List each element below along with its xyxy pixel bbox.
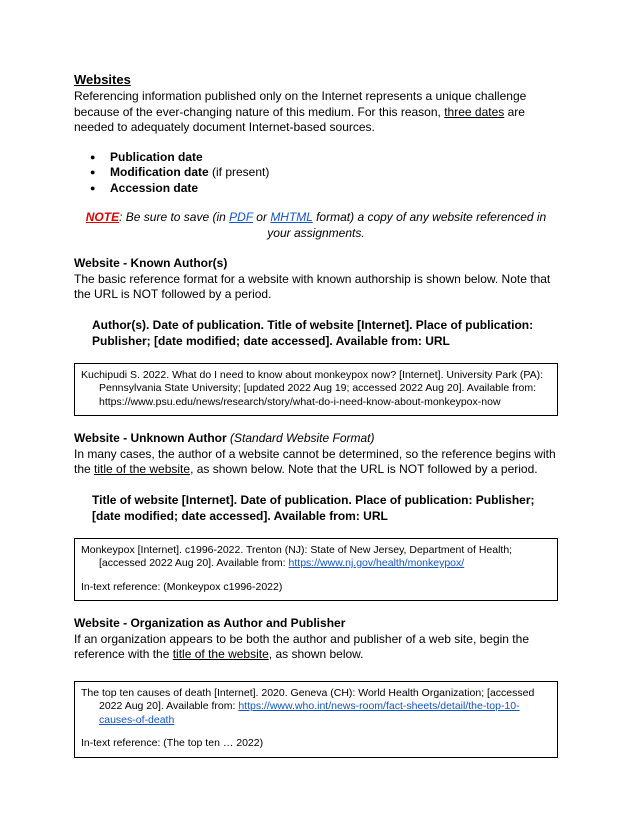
unknown-author-description: In many cases, the author of a website cannot be determined, so the reference begins with the title of the website, as shown below. Note that the URL is NOT followed by a period. — [74, 446, 556, 476]
unknown-author-example-box — [74, 538, 558, 602]
unknown-author-heading: Website - Unknown Author (Standard Website Format) — [74, 431, 375, 445]
list-item: ● Publication date — [110, 150, 558, 166]
who-link[interactable]: https://www.who.int/news-room/fact-sheets/detail/the-top-10-causes-of-death — [99, 700, 520, 726]
known-author-example: Kuchipudi S. 2022. What do I need to know about monkeypox now? [Internet]. University Park (PA): Pennsylvania State University; [updated 2022 Aug 19; accessed 2022 Aug 20]. Available from: https://www.psu.edu/news/research/story/what-do-i-need-know-about-monkeypox-now — [81, 368, 544, 408]
unknown-author-intext: In-text reference: (Monkeypox c1996-2022) — [81, 580, 283, 593]
unknown-author-example: Monkeypox [Internet]. c1996-2022. Trenton (NJ): State of New Jersey, Department of Health; [accessed 2022 Aug 20]. Available from: https://www.nj.gov/health/monkeypox/ — [81, 543, 513, 569]
nj-health-link[interactable]: https://www.nj.gov/health/monkeypox/ — [288, 557, 465, 569]
known-author-format: Author(s). Date of publication. Title of website [Internet]. Place of publication: Publisher; [date modified; date accessed]. Available from: URL — [92, 317, 534, 348]
organization-example: The top ten causes of death [Internet]. 2020. Geneva (CH): World Health Organization; [accessed 2022 Aug 20]. Available from: https://www.who.int/news-room/fact-sheets/detail/the-top-10-causes-of-death — [81, 686, 535, 726]
organization-heading: Website - Organization as Author and Publisher — [74, 616, 346, 630]
list-item: ● Accession date — [110, 181, 558, 197]
date-list — [74, 150, 558, 197]
document-page — [74, 72, 558, 758]
known-author-description: The basic reference format for a website with known authorship is shown below. Note that the URL is NOT followed by a period. — [74, 271, 551, 301]
organization-example-box — [74, 681, 558, 758]
known-author-heading: Website - Known Author(s) — [74, 256, 228, 270]
unknown-author-format: Title of website [Internet]. Date of publication. Place of publication: Publisher; [date modified; date accessed]. Available from: URL — [92, 492, 535, 523]
organization-description: If an organization appears to be both the author and publisher of a web site, begin the reference with the title of the website, as shown below. — [74, 631, 529, 661]
websites-intro: Referencing information published only on the Internet represents a unique challenge because of the ever-changing nature of this medium. For this reason, three dates are needed to adequately document Internet-based sources. — [74, 89, 527, 134]
save-note: NOTE: Be sure to save (in PDF or MHTML format) a copy of any website referenced in your assignments. — [85, 210, 547, 240]
websites-heading: Websites — [74, 72, 131, 87]
note-label: NOTE — [85, 210, 120, 224]
known-author-example-box — [74, 363, 558, 417]
list-item: ● Modification date (if present) — [110, 165, 558, 181]
organization-intext: In-text reference: (The top ten … 2022) — [81, 737, 264, 749]
mhtml-link[interactable]: MHTML — [270, 210, 313, 224]
pdf-link[interactable]: PDF — [229, 210, 253, 224]
